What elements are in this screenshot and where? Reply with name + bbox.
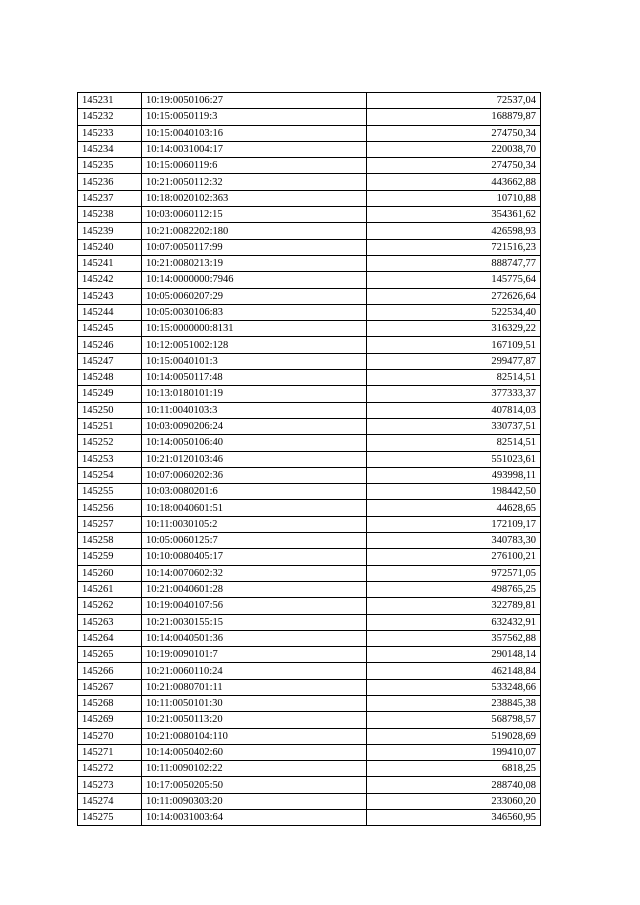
amount-cell: 199410,07 (367, 744, 541, 760)
row-id-cell: 145242 (78, 272, 142, 288)
cadastral-number-cell: 10:15:0060119:6 (142, 158, 367, 174)
row-id-cell: 145264 (78, 630, 142, 646)
table-row (78, 370, 541, 386)
cadastral-number-cell: 10:11:0050101:30 (142, 695, 367, 711)
row-id-cell: 145246 (78, 337, 142, 353)
table-row (78, 679, 541, 695)
amount-cell: 357562,88 (367, 630, 541, 646)
row-id-cell: 145233 (78, 125, 142, 141)
table-row (78, 141, 541, 157)
row-id-cell: 145260 (78, 565, 142, 581)
table-row (78, 158, 541, 174)
cadastral-number-cell: 10:15:0050119:3 (142, 109, 367, 125)
amount-cell: 522534,40 (367, 304, 541, 320)
cadastral-number-cell: 10:03:0080201:6 (142, 484, 367, 500)
cadastral-number-cell: 10:21:0120103:46 (142, 451, 367, 467)
table-row (78, 207, 541, 223)
amount-cell: 377333,37 (367, 386, 541, 402)
row-id-cell: 145231 (78, 93, 142, 109)
amount-cell: 330737,51 (367, 418, 541, 434)
amount-cell: 290148,14 (367, 647, 541, 663)
amount-cell: 288740,08 (367, 777, 541, 793)
table-row (78, 223, 541, 239)
row-id-cell: 145238 (78, 207, 142, 223)
row-id-cell: 145243 (78, 288, 142, 304)
table-row (78, 614, 541, 630)
amount-cell: 198442,50 (367, 484, 541, 500)
amount-cell: 167109,51 (367, 337, 541, 353)
row-id-cell: 145273 (78, 777, 142, 793)
table-row (78, 239, 541, 255)
amount-cell: 493998,11 (367, 467, 541, 483)
amount-cell: 274750,34 (367, 158, 541, 174)
row-id-cell: 145237 (78, 190, 142, 206)
row-id-cell: 145244 (78, 304, 142, 320)
row-id-cell: 145252 (78, 435, 142, 451)
amount-cell: 407814,03 (367, 402, 541, 418)
cadastral-number-cell: 10:14:0000000:7946 (142, 272, 367, 288)
table-row (78, 337, 541, 353)
row-id-cell: 145263 (78, 614, 142, 630)
amount-cell: 533248,66 (367, 679, 541, 695)
amount-cell: 274750,34 (367, 125, 541, 141)
amount-cell: 145775,64 (367, 272, 541, 288)
amount-cell: 721516,23 (367, 239, 541, 255)
row-id-cell: 145270 (78, 728, 142, 744)
cadastral-number-cell: 10:03:0090206:24 (142, 418, 367, 434)
amount-cell: 6818,25 (367, 761, 541, 777)
cadastral-number-cell: 10:11:0090303:20 (142, 793, 367, 809)
table-row (78, 402, 541, 418)
amount-cell: 426598,93 (367, 223, 541, 239)
row-id-cell: 145250 (78, 402, 142, 418)
table-row (78, 647, 541, 663)
table-row (78, 435, 541, 451)
cadastral-number-cell: 10:14:0070602:32 (142, 565, 367, 581)
table-row (78, 467, 541, 483)
amount-cell: 72537,04 (367, 93, 541, 109)
data-table (77, 92, 541, 826)
cadastral-number-cell: 10:14:0040501:36 (142, 630, 367, 646)
cadastral-number-cell: 10:14:0050402:60 (142, 744, 367, 760)
row-id-cell: 145235 (78, 158, 142, 174)
amount-cell: 498765,25 (367, 581, 541, 597)
table-row (78, 272, 541, 288)
cadastral-number-cell: 10:14:0050117:48 (142, 370, 367, 386)
amount-cell: 443662,88 (367, 174, 541, 190)
table-row (78, 793, 541, 809)
cadastral-number-cell: 10:19:0090101:7 (142, 647, 367, 663)
table-row (78, 516, 541, 532)
table-row (78, 190, 541, 206)
row-id-cell: 145269 (78, 712, 142, 728)
cadastral-number-cell: 10:21:0040601:28 (142, 581, 367, 597)
row-id-cell: 145266 (78, 663, 142, 679)
row-id-cell: 145271 (78, 744, 142, 760)
table-row (78, 533, 541, 549)
table-row (78, 549, 541, 565)
table-row (78, 451, 541, 467)
table-row (78, 663, 541, 679)
cadastral-number-cell: 10:11:0040103:3 (142, 402, 367, 418)
cadastral-number-cell: 10:15:0040103:16 (142, 125, 367, 141)
amount-cell: 82514,51 (367, 435, 541, 451)
table-row (78, 304, 541, 320)
row-id-cell: 145259 (78, 549, 142, 565)
row-id-cell: 145240 (78, 239, 142, 255)
row-id-cell: 145249 (78, 386, 142, 402)
row-id-cell: 145272 (78, 761, 142, 777)
row-id-cell: 145265 (78, 647, 142, 663)
cadastral-number-cell: 10:05:0060207:29 (142, 288, 367, 304)
cadastral-number-cell: 10:14:0031004:17 (142, 141, 367, 157)
cadastral-number-cell: 10:12:0051002:128 (142, 337, 367, 353)
cadastral-number-cell: 10:21:0050113:20 (142, 712, 367, 728)
row-id-cell: 145262 (78, 598, 142, 614)
amount-cell: 568798,57 (367, 712, 541, 728)
amount-cell: 172109,17 (367, 516, 541, 532)
table-row (78, 744, 541, 760)
cadastral-number-cell: 10:14:0031003:64 (142, 810, 367, 826)
cadastral-number-cell: 10:21:0050112:32 (142, 174, 367, 190)
amount-cell: 276100,21 (367, 549, 541, 565)
table-row (78, 386, 541, 402)
table-body (78, 93, 541, 826)
table-row (78, 109, 541, 125)
amount-cell: 462148,84 (367, 663, 541, 679)
amount-cell: 82514,51 (367, 370, 541, 386)
amount-cell: 238845,38 (367, 695, 541, 711)
row-id-cell: 145257 (78, 516, 142, 532)
cadastral-number-cell: 10:21:0030155:15 (142, 614, 367, 630)
amount-cell: 168879,87 (367, 109, 541, 125)
amount-cell: 44628,65 (367, 500, 541, 516)
table-row (78, 728, 541, 744)
cadastral-number-cell: 10:13:0180101:19 (142, 386, 367, 402)
row-id-cell: 145236 (78, 174, 142, 190)
cadastral-number-cell: 10:17:0050205:50 (142, 777, 367, 793)
table-row (78, 255, 541, 271)
row-id-cell: 145255 (78, 484, 142, 500)
amount-cell: 233060,20 (367, 793, 541, 809)
cadastral-number-cell: 10:14:0050106:40 (142, 435, 367, 451)
amount-cell: 346560,95 (367, 810, 541, 826)
table-row (78, 777, 541, 793)
row-id-cell: 145267 (78, 679, 142, 695)
amount-cell: 220038,70 (367, 141, 541, 157)
amount-cell: 10710,88 (367, 190, 541, 206)
cadastral-number-cell: 10:11:0090102:22 (142, 761, 367, 777)
cadastral-number-cell: 10:05:0030106:83 (142, 304, 367, 320)
amount-cell: 272626,64 (367, 288, 541, 304)
row-id-cell: 145261 (78, 581, 142, 597)
row-id-cell: 145254 (78, 467, 142, 483)
amount-cell: 340783,30 (367, 533, 541, 549)
table-row (78, 810, 541, 826)
cadastral-number-cell: 10:21:0060110:24 (142, 663, 367, 679)
cadastral-number-cell: 10:07:0060202:36 (142, 467, 367, 483)
amount-cell: 972571,05 (367, 565, 541, 581)
table-row (78, 761, 541, 777)
cadastral-number-cell: 10:07:0050117:99 (142, 239, 367, 255)
row-id-cell: 145251 (78, 418, 142, 434)
cadastral-number-cell: 10:18:0020102:363 (142, 190, 367, 206)
row-id-cell: 145232 (78, 109, 142, 125)
amount-cell: 322789,81 (367, 598, 541, 614)
row-id-cell: 145253 (78, 451, 142, 467)
table-row (78, 484, 541, 500)
cadastral-number-cell: 10:11:0030105:2 (142, 516, 367, 532)
table-row (78, 174, 541, 190)
table-row (78, 93, 541, 109)
table-row (78, 695, 541, 711)
amount-cell: 888747,77 (367, 255, 541, 271)
table-row (78, 321, 541, 337)
cadastral-number-cell: 10:05:0060125:7 (142, 533, 367, 549)
amount-cell: 316329,22 (367, 321, 541, 337)
amount-cell: 354361,62 (367, 207, 541, 223)
cadastral-number-cell: 10:15:0000000:8131 (142, 321, 367, 337)
cadastral-number-cell: 10:15:0040101:3 (142, 353, 367, 369)
row-id-cell: 145256 (78, 500, 142, 516)
amount-cell: 299477,87 (367, 353, 541, 369)
row-id-cell: 145239 (78, 223, 142, 239)
cadastral-number-cell: 10:21:0080701:11 (142, 679, 367, 695)
amount-cell: 551023,61 (367, 451, 541, 467)
table-row (78, 712, 541, 728)
cadastral-number-cell: 10:21:0080104:110 (142, 728, 367, 744)
row-id-cell: 145245 (78, 321, 142, 337)
table-row (78, 581, 541, 597)
row-id-cell: 145241 (78, 255, 142, 271)
table-row (78, 288, 541, 304)
cadastral-number-cell: 10:21:0082202:180 (142, 223, 367, 239)
table-row (78, 418, 541, 434)
table-row (78, 598, 541, 614)
row-id-cell: 145258 (78, 533, 142, 549)
row-id-cell: 145268 (78, 695, 142, 711)
table-row (78, 630, 541, 646)
cadastral-number-cell: 10:21:0080213:19 (142, 255, 367, 271)
row-id-cell: 145248 (78, 370, 142, 386)
cadastral-number-cell: 10:18:0040601:51 (142, 500, 367, 516)
table-row (78, 353, 541, 369)
cadastral-number-cell: 10:03:0060112:15 (142, 207, 367, 223)
table-row (78, 500, 541, 516)
table-row (78, 565, 541, 581)
cadastral-number-cell: 10:19:0050106:27 (142, 93, 367, 109)
row-id-cell: 145274 (78, 793, 142, 809)
row-id-cell: 145234 (78, 141, 142, 157)
cadastral-number-cell: 10:10:0080405:17 (142, 549, 367, 565)
table-row (78, 125, 541, 141)
row-id-cell: 145275 (78, 810, 142, 826)
amount-cell: 519028,69 (367, 728, 541, 744)
row-id-cell: 145247 (78, 353, 142, 369)
amount-cell: 632432,91 (367, 614, 541, 630)
cadastral-number-cell: 10:19:0040107:56 (142, 598, 367, 614)
